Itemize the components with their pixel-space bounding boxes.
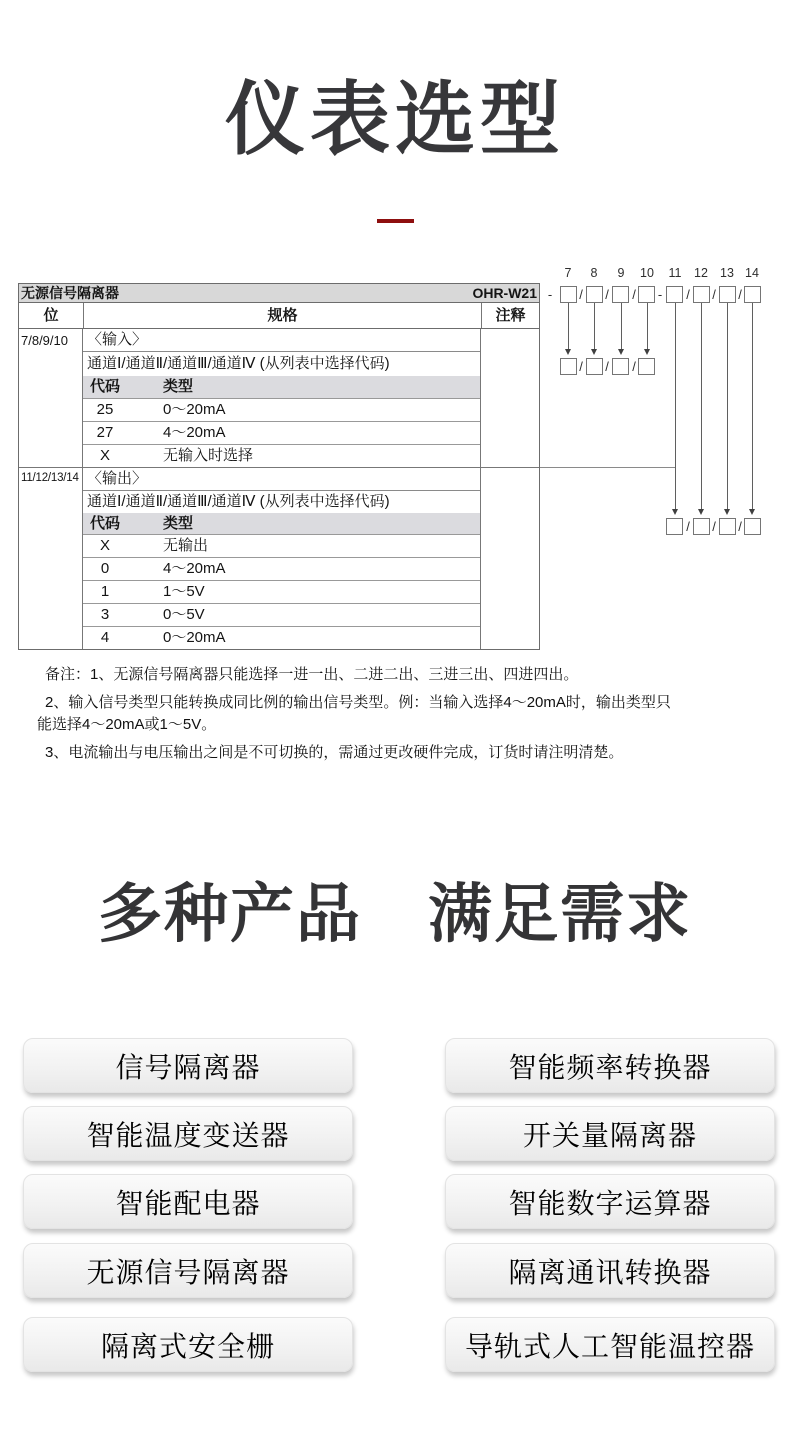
- column-header-note: 注释: [481, 303, 539, 328]
- section-connector-line: [540, 467, 675, 468]
- note-line-1: 备注：1、无源信号隔离器只能选择一进一出、二进二出、三进三出、四进四出。: [45, 666, 579, 683]
- input-section: [19, 329, 539, 467]
- slash-separator: /: [579, 359, 583, 374]
- slash-separator: /: [738, 519, 742, 534]
- output-channel-box: [666, 518, 683, 535]
- arrow-line: [701, 303, 702, 509]
- digit-label: 14: [745, 266, 759, 280]
- digit-label: 12: [694, 266, 708, 280]
- row-code: 1: [100, 583, 110, 600]
- arrow-head-icon: [698, 509, 704, 515]
- code-box: [744, 286, 761, 303]
- slash-separator: /: [712, 287, 716, 302]
- slash-separator: /: [738, 287, 742, 302]
- notes: [37, 664, 763, 764]
- output-note-cell: [481, 468, 539, 649]
- column-header-spec: 规格: [83, 303, 481, 328]
- output-spec-cell: [83, 468, 481, 649]
- note-line-2b: 能选择4～20mA或1～5V。: [37, 716, 217, 733]
- input-channel-box: [612, 358, 629, 375]
- product-button-switch-isolator[interactable]: 开关量隔离器: [445, 1106, 775, 1161]
- row-code: X: [99, 447, 110, 464]
- product-button-smart-digital-calculator[interactable]: 智能数字运算器: [445, 1174, 775, 1229]
- arrow-head-icon: [644, 349, 650, 355]
- row-type: 4～20mA: [163, 560, 226, 577]
- digit-label: 7: [564, 266, 572, 280]
- input-channels: 通道Ⅰ/通道Ⅱ/通道Ⅲ/通道Ⅳ (从列表中选择代码): [87, 355, 390, 372]
- arrow-head-icon: [618, 349, 624, 355]
- product-button-isolated-comm-converter[interactable]: 隔离通讯转换器: [445, 1243, 775, 1298]
- product-button-passive-signal-isolator[interactable]: 无源信号隔离器: [23, 1243, 353, 1298]
- code-box: [638, 286, 655, 303]
- output-channel-box: [744, 518, 761, 535]
- arrow-line: [727, 303, 728, 509]
- slash-separator: /: [605, 359, 609, 374]
- input-positions: 7/8/9/10: [19, 329, 83, 467]
- dash-separator: -: [657, 287, 663, 302]
- row-type: 0～20mA: [163, 629, 226, 646]
- row-type: 无输出: [163, 537, 209, 554]
- input-label: 〈输入〉: [83, 329, 480, 352]
- table-row: [83, 534, 480, 557]
- digit-label: 8: [590, 266, 598, 280]
- code-header: 代码: [89, 515, 120, 532]
- row-code: 25: [96, 401, 114, 418]
- input-note-cell: [481, 329, 539, 467]
- table-row: [83, 444, 480, 467]
- table-row: [83, 626, 480, 649]
- page-title: 仪表选型: [225, 75, 565, 164]
- product-button-smart-temp-transmitter[interactable]: 智能温度变送器: [23, 1106, 353, 1161]
- slash-separator: /: [632, 359, 636, 374]
- row-type: 0～20mA: [163, 401, 226, 418]
- row-code: 27: [96, 424, 114, 441]
- output-section: [19, 467, 539, 649]
- code-header: 代码: [89, 378, 120, 395]
- note-line-2: 2、输入信号类型只能转换成同比例的输出信号类型。例：当输入选择4～20mA时，输出类型只: [45, 694, 671, 711]
- row-type: 无输入时选择: [163, 447, 254, 464]
- row-type: 1～5V: [163, 583, 205, 600]
- digit-label: 10: [640, 266, 654, 280]
- type-header: 类型: [163, 378, 194, 395]
- arrow-line: [752, 303, 753, 509]
- table-row: [83, 421, 480, 444]
- table-title-bar: [19, 284, 539, 303]
- table-row: [83, 580, 480, 603]
- arrow-line: [568, 303, 569, 349]
- arrow-line: [647, 303, 648, 349]
- product-button-smart-frequency-converter[interactable]: 智能频率转换器: [445, 1038, 775, 1093]
- arrow-head-icon: [724, 509, 730, 515]
- product-button-rail-ai-temp-controller[interactable]: 导轨式人工智能温控器: [445, 1317, 775, 1372]
- slash-separator: /: [632, 287, 636, 302]
- type-header: 类型: [163, 515, 194, 532]
- output-positions: 11/12/13/14: [19, 468, 83, 649]
- output-code-type-header: [83, 513, 480, 534]
- product-button-smart-distributor[interactable]: 智能配电器: [23, 1174, 353, 1229]
- table-column-headers: [19, 303, 539, 329]
- slash-separator: /: [686, 287, 690, 302]
- arrow-head-icon: [672, 509, 678, 515]
- row-code: 4: [100, 629, 110, 646]
- digit-label: 9: [617, 266, 625, 280]
- row-code: 0: [100, 560, 110, 577]
- output-channels: 通道Ⅰ/通道Ⅱ/通道Ⅲ/通道Ⅳ (从列表中选择代码): [87, 493, 390, 510]
- arrow-line: [621, 303, 622, 349]
- code-box: [666, 286, 683, 303]
- model-code: OHR-W21: [472, 284, 537, 301]
- note-line-3: 3、电流输出与电压输出之间是不可切换的，需通过更改硬件完成，订货时请注明清楚。: [45, 744, 624, 761]
- dash-separator: -: [547, 287, 553, 302]
- slash-separator: /: [686, 519, 690, 534]
- slash-separator: /: [579, 287, 583, 302]
- arrow-head-icon: [565, 349, 571, 355]
- table-row: [83, 398, 480, 421]
- arrow-line: [594, 303, 595, 349]
- product-button-isolated-safety-barrier[interactable]: 隔离式安全栅: [23, 1317, 353, 1372]
- row-type: 4～20mA: [163, 424, 226, 441]
- input-spec-cell: [83, 329, 481, 467]
- row-type: 0～5V: [163, 606, 205, 623]
- slash-separator: /: [605, 287, 609, 302]
- product-name: 无源信号隔离器: [21, 284, 119, 301]
- code-box: [612, 286, 629, 303]
- input-code-type-header: [83, 376, 480, 398]
- table-row: [83, 557, 480, 580]
- title-underline-accent: [377, 219, 414, 223]
- row-code: X: [99, 537, 110, 554]
- digit-label: 11: [668, 266, 682, 280]
- arrow-head-icon: [749, 509, 755, 515]
- arrow-line: [675, 303, 676, 509]
- table-row: [83, 603, 480, 626]
- section-title: 多种产品 满足需求: [98, 878, 692, 950]
- column-header-position: 位: [43, 307, 59, 324]
- row-code: 3: [100, 606, 110, 623]
- product-button-signal-isolator[interactable]: 信号隔离器: [23, 1038, 353, 1093]
- model-selection-table: [18, 283, 540, 650]
- arrow-head-icon: [591, 349, 597, 355]
- output-label: 〈输出〉: [83, 468, 480, 491]
- input-channel-box: [638, 358, 655, 375]
- digit-label: 13: [720, 266, 734, 280]
- slash-separator: /: [712, 519, 716, 534]
